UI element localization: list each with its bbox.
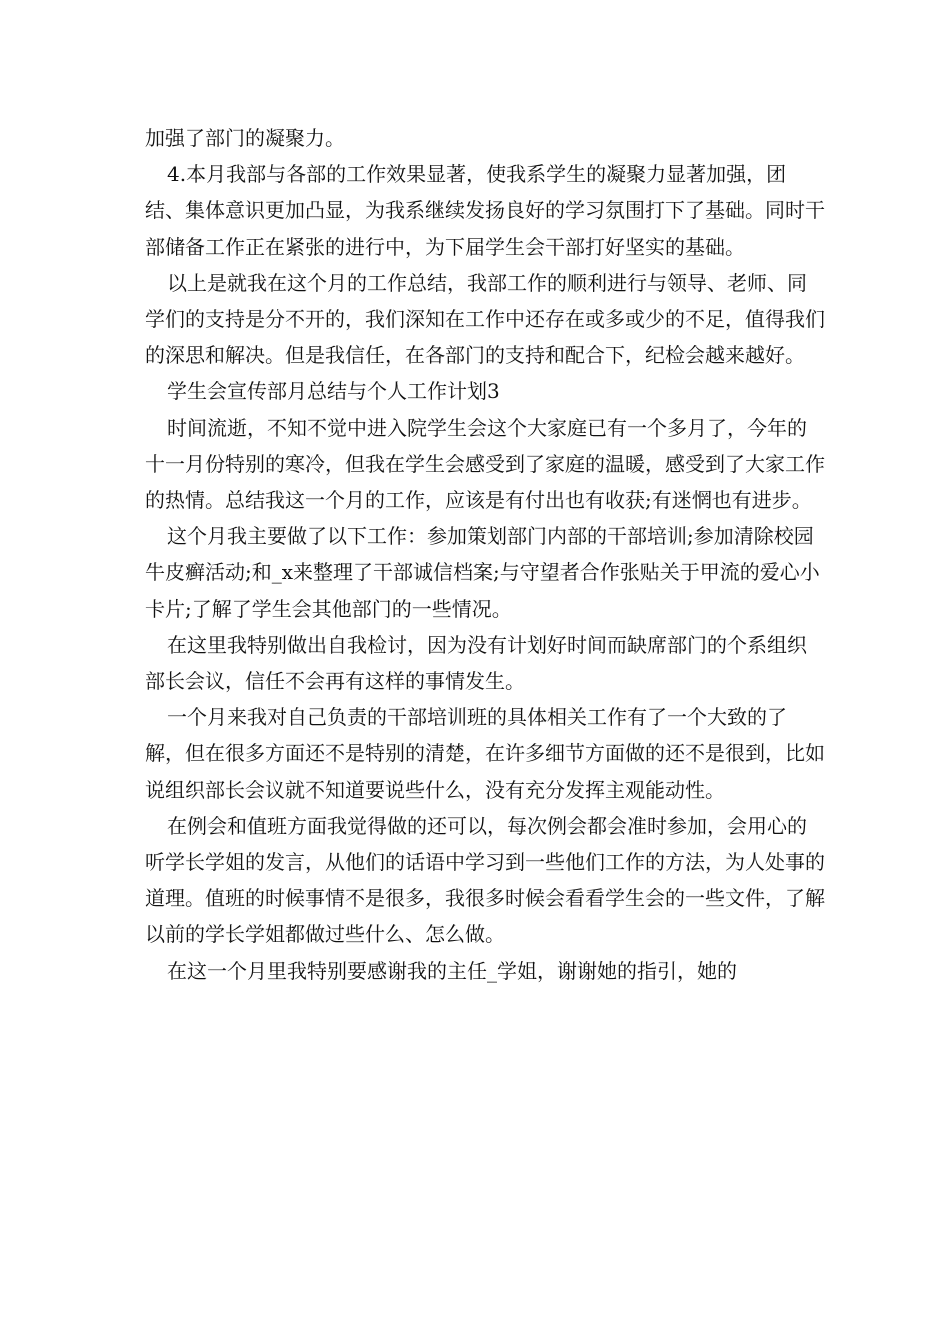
paragraph-continuation: 加强了部门的凝聚力。 (145, 126, 345, 150)
paragraph-work-list: 这个月我主要做了以下工作：参加策划部门内部的干部培训;参加清除校园牛皮癣活动;和_x来整理了干部诚信档案;与守望者合作张贴关于甲流的爱心小卡片;了解了学生会其他部门的一些情况。 (145, 524, 820, 621)
paragraph-self-review: 在这里我特别做出自我检讨，因为没有计划好时间而缺席部门的个系组织部长会议，信任不会再有这样的事情发生。 (145, 632, 807, 694)
paragraph-intro: 时间流逝，不知不觉中进入院学生会这个大家庭已有一个多月了，今年的十一月份特别的寒冷，但我在学生会感受到了家庭的温暖，感受到了大家工作的热情。总结我这一个月的工作，应该是有付出也有收获;有迷惘也有进步。 (145, 415, 825, 513)
paragraph-meetings: 在例会和值班方面我觉得做的还可以，每次例会都会准时参加，会用心的听学长学姐的发言，从他们的话语中学习到一些他们工作的方法，为人处事的道理。值班的时候事情不是很多，我很多时候会看看学生会的一些文件，了解以前的学长学姐都做过些什么、怎么做。 (145, 813, 825, 947)
section-title: 学生会宣传部月总结与个人工作计划3 (167, 379, 500, 404)
paragraph-item-4: 4.本月我部与各部的工作效果显著，使我系学生的凝聚力显著加强，团结、集体意识更加凸显，为我系继续发扬良好的学习氛围打下了基础。同时干部储备工作正在紧张的进行中，为下届学生会干部打好坚实的基础。 (145, 162, 825, 259)
document-page (145, 120, 825, 989)
paragraph-thanks: 在这一个月里我特别要感谢我的主任_学姐，谢谢她的指引，她的 (167, 958, 737, 983)
paragraph-training: 一个月来我对自己负责的干部培训班的具体相关工作有了一个大致的了解，但在很多方面还不是特别的清楚，在许多细节方面做的还不是很到，比如说组织部长会议就不知道要说些什么，没有充分发挥主观能动性。 (145, 705, 825, 802)
paragraph-summary: 以上是就我在这个月的工作总结，我部工作的顺利进行与领导、老师、同学们的支持是分不开的，我们深知在工作中还存在或多或少的不足，值得我们的深思和解决。但是我信任，在各部门的支持和配合下，纪检会越来越好。 (145, 270, 825, 368)
